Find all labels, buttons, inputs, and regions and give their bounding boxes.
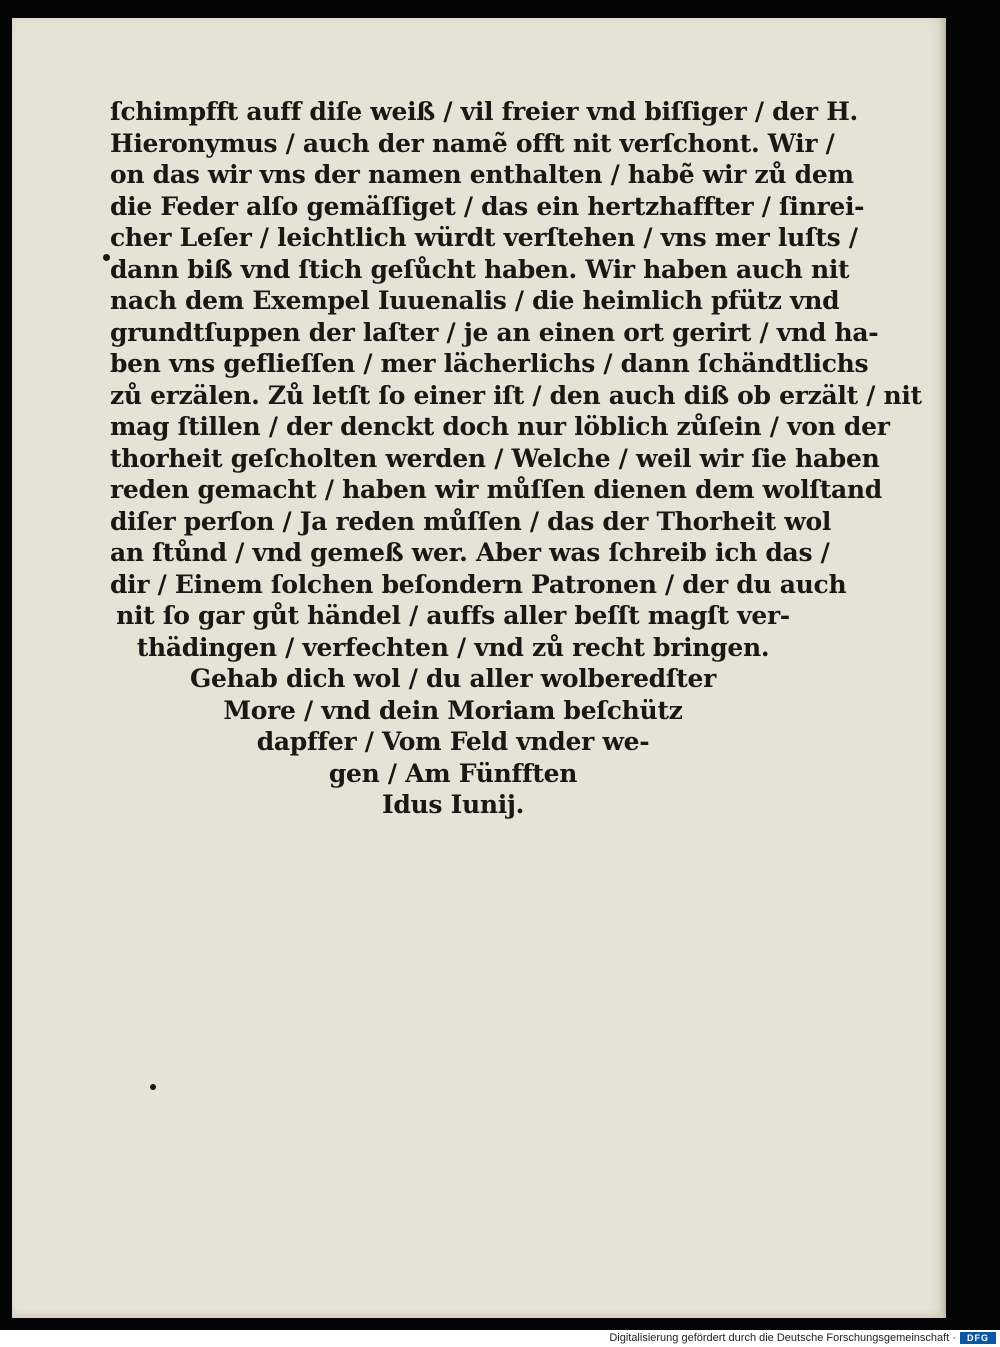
text-line: an ſtůnd / vnd gemeß wer. Aber was ſchreib ich das /: [110, 538, 830, 567]
text-line: mag ſtillen / der denckt doch nur löblich zůſein / von der: [110, 412, 890, 441]
text-line: thorheit geſcholten werden / Welche / weil wir ſie haben: [110, 443, 880, 473]
text-line: Hieronymus / auch der namẽ offt nit verſchont. Wir /: [110, 128, 835, 158]
text-line: on das wir vns der namen enthalten / habẽ wir zů dem: [110, 160, 854, 189]
text-line: reden gemacht / haben wir můſſen dienen dem wolſtand: [110, 475, 882, 504]
text-line: ben vns geflieſſen / mer lächerlichs / dann ſchändtlichs: [110, 349, 869, 378]
text-line: nach dem Exempel Iuuenalis / die heimlich pfütz vnd: [110, 286, 840, 315]
text-line: zů erzälen. Zů letſt ſo einer iſt / den auch diß ob erzält / nit: [110, 380, 922, 410]
text-line: thädingen / verfechten / vnd zů recht bringen.: [136, 632, 770, 662]
text-line: ſchimpfft auff diſe weiß / vil freier vnd biſſiger / der H.: [110, 97, 858, 126]
ink-dot: [103, 254, 110, 261]
text-line: dann biß vnd ſtich geſůcht haben. Wir haben auch nit: [110, 254, 850, 284]
text-line: dir / Einem ſolchen beſondern Patronen / der du auch: [110, 569, 847, 599]
closing-line: Idus Iunij.: [381, 790, 525, 819]
page-text: [110, 96, 922, 821]
closing-line: More / vnd dein Moriam beſchütz: [223, 695, 683, 725]
closing-line: Gehab dich wol / du aller wolberedſter: [189, 664, 717, 693]
ink-speck: [150, 1084, 156, 1090]
text-line: grundtſuppen der laſter / je an einen ort gerirt / vnd ha-: [110, 317, 879, 347]
closing-line: gen / Am Fünfften: [328, 758, 578, 788]
text-line: die Feder alſo gemäſſiget / das ein hertzhaffter / ſinrei-: [110, 191, 865, 221]
text-line: cher Leſer / leichtlich würdt verſtehen / vns mer luſts /: [110, 223, 858, 252]
page-edge: [940, 18, 946, 1318]
footer-bar: [0, 1330, 1000, 1347]
footer-credit: Digitalisierung gefördert durch die Deutsche Forschungsgemeinschaft ·: [609, 1332, 956, 1344]
dfg-logo: DFG: [960, 1332, 996, 1344]
text-line: nit ſo gar gůt händel / auffs aller beſſt magſt ver-: [116, 601, 790, 630]
text-line: diſer perſon / Ja reden můſſen / das der Thorheit wol: [110, 506, 832, 536]
closing-line: dapffer / Vom Feld vnder we-: [256, 727, 650, 756]
